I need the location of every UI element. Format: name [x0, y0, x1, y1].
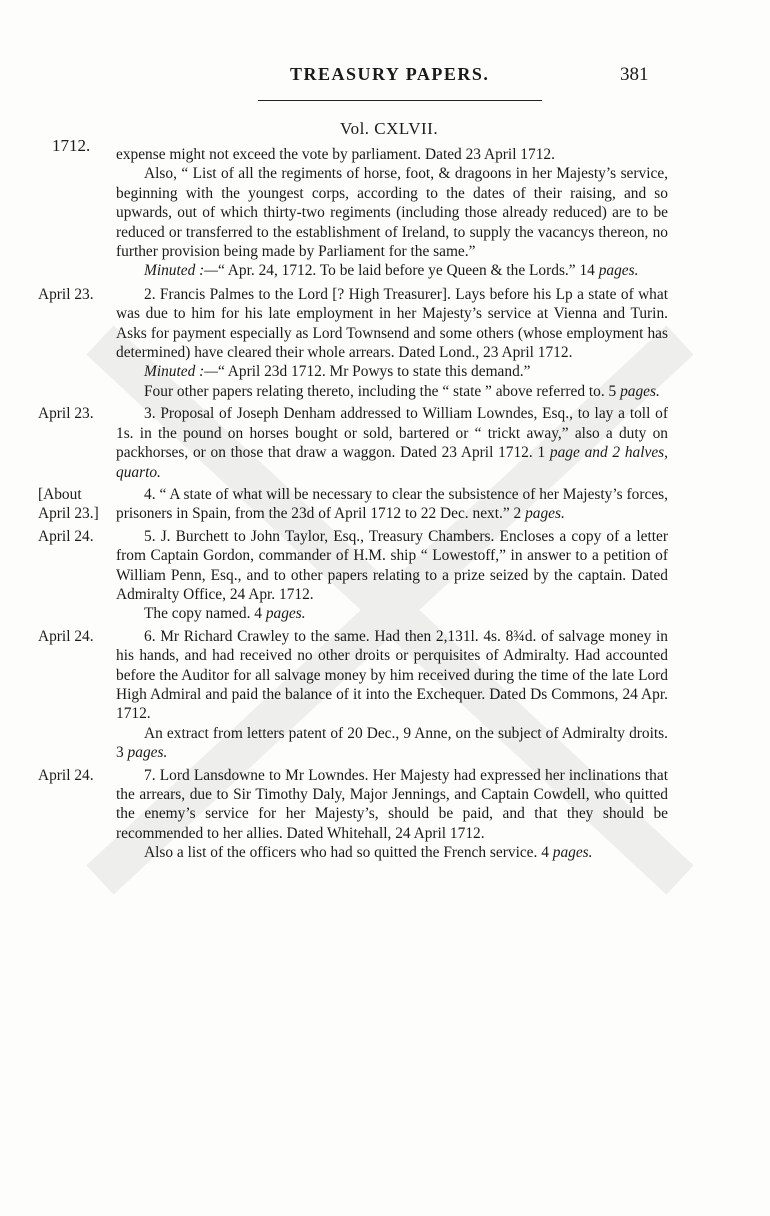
header-rule [258, 100, 542, 101]
running-head [0, 62, 770, 92]
entry [38, 485, 668, 524]
enclosure-text: Four other papers relating thereto, including the “ state ” above referred to. 5 [144, 382, 621, 400]
enclosure-text: Also a list of the officers who had so quitted the French service. 4 [144, 844, 553, 862]
pages-note: pages. [265, 605, 306, 623]
entry [38, 627, 668, 763]
entry-date: April 23. [38, 285, 94, 303]
entry-paragraph [116, 285, 668, 363]
pages-note: pages. [127, 744, 168, 762]
entry-paragraph [116, 627, 668, 724]
entry-date: April 24. [38, 627, 94, 645]
entry-date: April 23. [38, 405, 94, 423]
enclosure-text: An extract from letters patent of 20 Dec., 9 Anne, on the subject of Admiralty droits. 3 [116, 724, 668, 762]
pages-note: pages. [620, 382, 660, 400]
entry-paragraph [116, 485, 668, 524]
entry-date: April 24. [38, 766, 94, 784]
entry-text: 3. Proposal of Joseph Denham addressed to William Lowndes, Esq., to lay a toll of 1s. in the pound on horses bought or sold, bartered or “ trickt away,” also a duty on packhorses, or on those that draw a waggon. Dated 23 April 1712. 1 [116, 405, 668, 462]
regiments-list-paragraph: Also, “ List of all the regiments of horse, foot, & dragoons in her Majesty’s service, beginning with the youngest corps, according to the dates of their raising, and so upwards, out of which thirty-two regiments (including those already reduced) are to be reduced or transferred to the establishment of Ireland, to supply the vacancys thereon, no further provision being made by Parliament for the same.” [116, 165, 668, 261]
entry-paragraph [116, 527, 668, 605]
entry [38, 527, 668, 624]
pages-note: pages. [525, 505, 565, 523]
entry-date: April 24. [38, 527, 94, 545]
entry-paragraph [116, 766, 668, 844]
minuted-paragraph [116, 261, 668, 280]
enclosure-paragraph [116, 382, 668, 401]
entry [38, 285, 668, 401]
entry [38, 766, 668, 863]
enclosure-paragraph [116, 604, 668, 623]
pages-note: pages. [552, 844, 593, 862]
enclosure-paragraph [116, 843, 668, 862]
entries-list [38, 285, 668, 863]
minuted-text: “ Apr. 24, 1712. To be laid before ye Queen & the Lords.” 14 [217, 262, 599, 280]
entry-text: 4. “ A state of what will be necessary to clear the subsistence of her Majesty’s forces, prisoners in Spain, from the 23d of April 1712 to 22 Dec. next.” 2 [116, 485, 668, 523]
entry-text: 6. Mr Richard Crawley to the same. Had then 2,131l. 4s. 8¾d. of salvage money in his hands, and had received no other droits or perquisites of Admiralty. Had accounted before the Auditor for all salvage money by him received during the time of the late Lord High Admiral and paid the balance of it into the Exchequer. Dated Ds Commons, 24 Apr. 1712. [116, 627, 668, 723]
minuted-label: Minuted :— [144, 262, 218, 280]
pages-note: page and 2 halves, quarto. [116, 444, 668, 481]
minuted-text: “ April 23d 1712. Mr Powys to state this demand.” [217, 363, 531, 381]
main-text [38, 145, 668, 863]
entry-date: [About April 23.] [38, 485, 99, 523]
entry-text: 7. Lord Lansdowne to Mr Lowndes. Her Majesty had expressed her inclinations that the arrears, due to Sir Timothy Daly, Major Jennings, and Captain Cowdell, who quitted the enemy’s service for her Majesty’s, should be paid, and that they should be recommended to her allies. Dated Whitehall, 24 April 1712. [116, 766, 668, 842]
continuation-paragraph: expense might not exceed the vote by parliament. Dated 23 April 1712. [116, 146, 555, 163]
minuted-paragraph [116, 362, 668, 381]
minuted-label: Minuted :— [144, 363, 218, 381]
enclosure-paragraph [116, 724, 668, 763]
volume-heading: Vol. CXLVII. [340, 119, 439, 138]
page-number: 381 [620, 64, 649, 85]
pages-note: pages. [598, 262, 639, 280]
page-title: TREASURY PAPERS. [290, 64, 490, 84]
margin-year: 1712. [52, 136, 91, 155]
entry-text: 5. J. Burchett to John Taylor, Esq., Treasury Chambers. Encloses a copy of a letter from Captain Gordon, commander of H.M. ship “ Lowestoff,” in answer to a petition of William Penn, Esq., and to other papers relating to a prize seized by the captain. Dated Admiralty Office, 24 Apr. 1712. [116, 527, 668, 603]
entry [38, 404, 668, 482]
enclosure-text: The copy named. 4 [144, 605, 266, 623]
entry-text: 2. Francis Palmes to the Lord [? High Treasurer]. Lays before his Lp a state of what was due to him for his late employment in her Majesty’s service at Vienna and Turin. Asks for payment especially as Lord Townsend and some others (whose employment has determined) have cleared their whole arrears. Dated Lond., 23 April 1712. [116, 285, 668, 362]
entry-paragraph [116, 404, 668, 482]
